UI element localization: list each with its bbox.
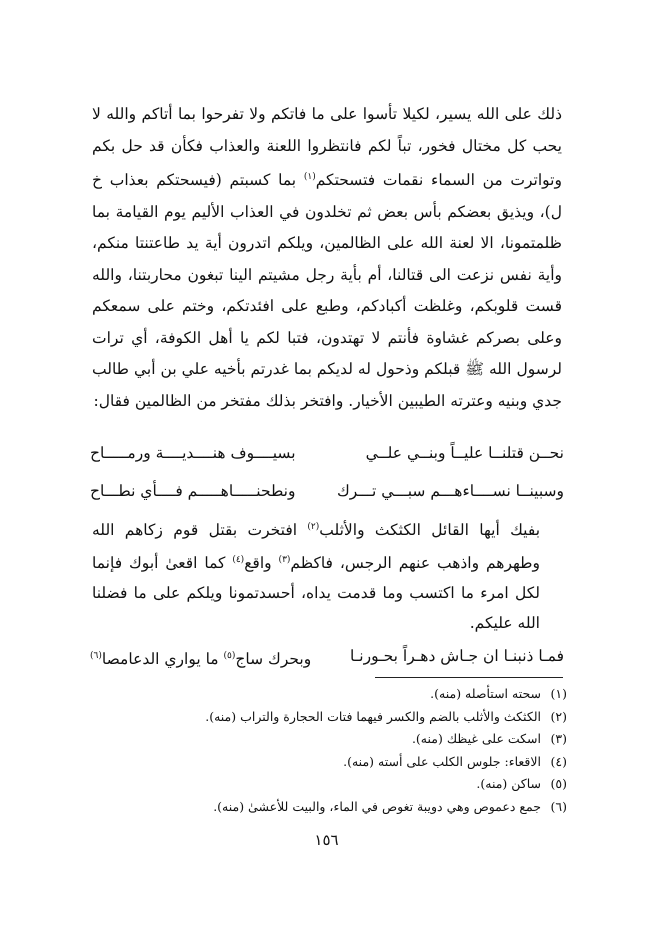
footnote-ref-5[interactable]: (٥) <box>223 651 236 661</box>
footnote-number: (٣) <box>550 731 567 746</box>
footnote-item <box>92 751 567 774</box>
second-paragraph <box>92 512 562 638</box>
footnote-item <box>92 796 567 819</box>
verse1-line2-second-hemistich: ونطحنـــــاهـــــم فــــأي نطـــاح <box>90 482 296 500</box>
footnote-number: (٢) <box>550 708 567 724</box>
paragraph2-part2: افتخرت بقتل قوم زكاهم الله وطهرهم واذهب عنهم الرجس، فاكظم <box>92 521 540 573</box>
verse2-second-hemistich <box>90 644 311 671</box>
page-number: ١٥٦ <box>314 831 339 849</box>
footnote-item <box>92 706 567 729</box>
footnote-text: جمع دعموص وهي دويبة تغوص في الماء، والبيت للأعشىٰ (منه). <box>213 798 542 814</box>
verse-block-1 <box>90 441 564 517</box>
footnote-number: (٤) <box>550 753 567 769</box>
paragraph1-text: ذلك على الله يسير، لكيلا تأسوا على ما فاتكم ولا تفرحوا بما أتاكم والله لا يحب كل مختال فخور، تباً لكم فانتظروا اللعنة والعذاب فكأن قد حل بكم وتواترت من السماء نقمات فتسحتكم <box>92 105 562 190</box>
paragraph2-part3: واقع <box>244 554 279 573</box>
footnote-item <box>92 728 567 751</box>
verse1-line2-first-hemistich: وسبينــا نســــاءهـــم سبـــي تـــرك <box>337 482 564 500</box>
verse1-line1-second-hemistich: بسيــــوف هنــــديــــة ورمـــــاح <box>90 444 296 462</box>
footnote-text: الاقعاء: جلوس الكلب على أسته (منه). <box>343 753 542 769</box>
footnote-text: اسكت على غيظك (منه). <box>411 731 542 746</box>
footnote-ref-3[interactable]: (٣) <box>278 555 291 566</box>
footnote-item <box>92 773 567 796</box>
verse2-left-a: وبحرك ساج <box>235 650 312 669</box>
footnote-text: الكثكث والأثلب بالضم والكسر فيهما فتات الحجارة والتراب (منه). <box>205 708 542 724</box>
paragraph2-part4: كما اقعىٰ أبوك فإنما لكل امرء ما اكتسب وما قدمت يداه، أحسدتمونا ويلكم على ما فضلنا الله عليكم. <box>92 554 540 633</box>
footnote-text: ساكن (منه). <box>476 776 542 791</box>
paragraph2-part1: بفيك أيها القائل الكثكث والأثلب <box>319 521 541 540</box>
footnote-number: (١) <box>550 686 567 701</box>
footnotes <box>92 683 567 818</box>
verse-block-2 <box>90 644 564 668</box>
footnote-item <box>92 683 567 706</box>
footnote-text: سحته استأصله (منه). <box>430 686 542 701</box>
verse2-left-b: ما يواري الدعامصا <box>101 650 224 669</box>
footnote-ref-4[interactable]: (٤) <box>232 555 245 566</box>
footnote-ref-2[interactable]: (٢) <box>307 522 320 532</box>
footnote-number: (٦) <box>550 798 567 814</box>
footnote-separator <box>375 677 563 678</box>
verse1-line2 <box>90 479 564 503</box>
footnote-ref-1[interactable]: (١) <box>303 172 316 182</box>
footnote-ref-6[interactable]: (٦) <box>90 651 102 661</box>
verse1-line1 <box>90 441 564 465</box>
footnote-number: (٥) <box>550 776 567 791</box>
verse2-first-hemistich: فمـا ذنبنـا ان جـاش دهـراً بحـورنـا <box>350 647 564 665</box>
paragraph1-continuation: بما كسبتم (فيسحتكم بعذاب خ ل)، ويذيق بعضكم بأس بعض ثم تخلدون في العذاب الأليم يوم القيامة بما ظلمتمونا، الا لعنة الله على الظالمين، ويلكم اتدرون أية يد طاعتنتا منكم، وأية نفس نزعت الى قتالنا، أم بأية رجل مشيتم الينا تبغون محاربتنا، والله قست قلوبكم، وغلظت أكبادكم، وطبع على افئدتكم، وختم على سمعكم وعلى بصركم غشاوة فأنتم لا تهتدون، فتبا لكم يا أهل الكوفة، أي ترات لرسول الله ﷺ قبلكم وذحول له لديكم بما غدرتم بأخيه علي بن أبي طالب جدي وبنيه وعترته الطيبين الأخيار. وافتخر بذلك مفتخر من الظالمين فقال: <box>92 171 562 410</box>
main-paragraph <box>92 99 562 417</box>
verse1-line1-first-hemistich: نحــن قتلنــا عليــاً وبنــي علــي <box>365 444 564 462</box>
